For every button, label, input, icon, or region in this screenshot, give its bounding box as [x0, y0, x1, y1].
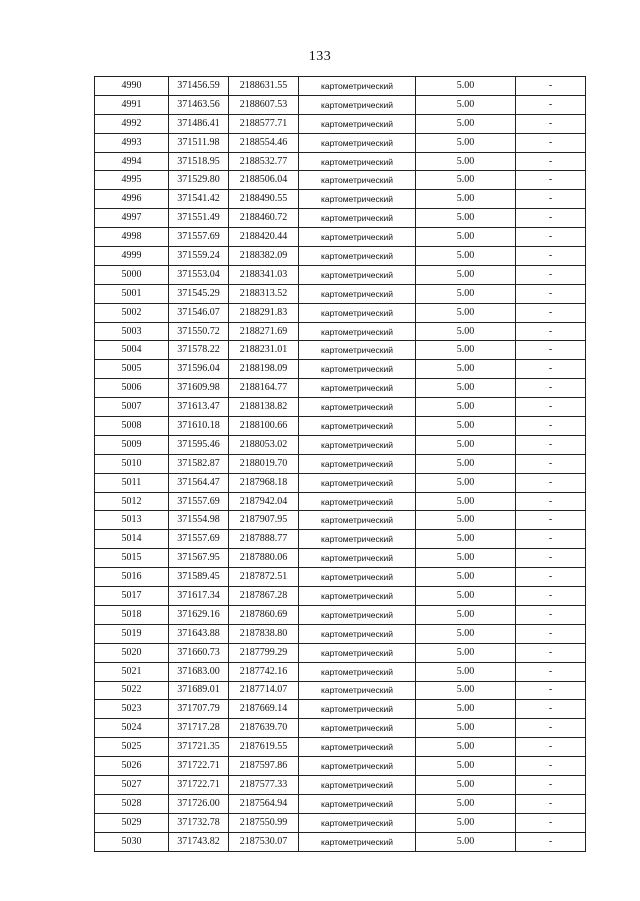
precision-cell: 5.00: [416, 95, 516, 114]
x-coordinate-cell: 371557.69: [169, 228, 229, 247]
x-coordinate-cell: 371545.29: [169, 284, 229, 303]
precision-cell: 5.00: [416, 379, 516, 398]
precision-cell: 5.00: [416, 530, 516, 549]
point-number-cell: 5018: [95, 605, 169, 624]
y-coordinate-cell: 2188382.09: [229, 247, 299, 266]
x-coordinate-cell: 371743.82: [169, 832, 229, 851]
y-coordinate-cell: 2188019.70: [229, 454, 299, 473]
method-cell: картометрический: [299, 549, 416, 568]
x-coordinate-cell: 371726.00: [169, 794, 229, 813]
precision-cell: 5.00: [416, 209, 516, 228]
dash-cell: -: [516, 417, 586, 436]
method-cell: картометрический: [299, 662, 416, 681]
method-cell: картометрический: [299, 624, 416, 643]
method-cell: картометрический: [299, 775, 416, 794]
y-coordinate-cell: 2188631.55: [229, 77, 299, 96]
point-number-cell: 4999: [95, 247, 169, 266]
method-cell: картометрический: [299, 832, 416, 851]
dash-cell: -: [516, 247, 586, 266]
y-coordinate-cell: 2188313.52: [229, 284, 299, 303]
dash-cell: -: [516, 133, 586, 152]
dash-cell: -: [516, 190, 586, 209]
point-number-cell: 5024: [95, 719, 169, 738]
method-cell: картометрический: [299, 813, 416, 832]
x-coordinate-cell: 371595.46: [169, 435, 229, 454]
precision-cell: 5.00: [416, 114, 516, 133]
point-number-cell: 5002: [95, 303, 169, 322]
point-number-cell: 4992: [95, 114, 169, 133]
precision-cell: 5.00: [416, 473, 516, 492]
precision-cell: 5.00: [416, 738, 516, 757]
x-coordinate-cell: 371613.47: [169, 398, 229, 417]
point-number-cell: 5005: [95, 360, 169, 379]
y-coordinate-cell: 2188164.77: [229, 379, 299, 398]
precision-cell: 5.00: [416, 341, 516, 360]
point-number-cell: 5025: [95, 738, 169, 757]
precision-cell: 5.00: [416, 757, 516, 776]
x-coordinate-cell: 371529.80: [169, 171, 229, 190]
dash-cell: -: [516, 624, 586, 643]
x-coordinate-cell: 371629.16: [169, 605, 229, 624]
dash-cell: -: [516, 95, 586, 114]
point-number-cell: 5021: [95, 662, 169, 681]
dash-cell: -: [516, 605, 586, 624]
dash-cell: -: [516, 473, 586, 492]
precision-cell: 5.00: [416, 794, 516, 813]
y-coordinate-cell: 2187907.95: [229, 511, 299, 530]
method-cell: картометрический: [299, 435, 416, 454]
point-number-cell: 5012: [95, 492, 169, 511]
dash-cell: -: [516, 511, 586, 530]
precision-cell: 5.00: [416, 360, 516, 379]
dash-cell: -: [516, 738, 586, 757]
method-cell: картометрический: [299, 757, 416, 776]
point-number-cell: 5000: [95, 265, 169, 284]
precision-cell: 5.00: [416, 247, 516, 266]
x-coordinate-cell: 371610.18: [169, 417, 229, 436]
x-coordinate-cell: 371518.95: [169, 152, 229, 171]
table-row: [95, 77, 586, 96]
table-row: [95, 228, 586, 247]
method-cell: картометрический: [299, 133, 416, 152]
coordinates-table-body: [95, 77, 586, 852]
point-number-cell: 5017: [95, 587, 169, 606]
dash-cell: -: [516, 435, 586, 454]
x-coordinate-cell: 371732.78: [169, 813, 229, 832]
table-row: [95, 114, 586, 133]
x-coordinate-cell: 371707.79: [169, 700, 229, 719]
method-cell: картометрический: [299, 738, 416, 757]
point-number-cell: 5023: [95, 700, 169, 719]
dash-cell: -: [516, 114, 586, 133]
x-coordinate-cell: 371557.69: [169, 492, 229, 511]
method-cell: картометрический: [299, 152, 416, 171]
x-coordinate-cell: 371596.04: [169, 360, 229, 379]
table-row: [95, 587, 586, 606]
y-coordinate-cell: 2188271.69: [229, 322, 299, 341]
y-coordinate-cell: 2187669.14: [229, 700, 299, 719]
x-coordinate-cell: 371559.24: [169, 247, 229, 266]
method-cell: картометрический: [299, 454, 416, 473]
y-coordinate-cell: 2187888.77: [229, 530, 299, 549]
precision-cell: 5.00: [416, 133, 516, 152]
table-row: [95, 360, 586, 379]
point-number-cell: 5010: [95, 454, 169, 473]
x-coordinate-cell: 371609.98: [169, 379, 229, 398]
dash-cell: -: [516, 832, 586, 851]
table-row: [95, 624, 586, 643]
precision-cell: 5.00: [416, 322, 516, 341]
precision-cell: 5.00: [416, 171, 516, 190]
dash-cell: -: [516, 228, 586, 247]
precision-cell: 5.00: [416, 265, 516, 284]
point-number-cell: 4993: [95, 133, 169, 152]
precision-cell: 5.00: [416, 190, 516, 209]
precision-cell: 5.00: [416, 77, 516, 96]
y-coordinate-cell: 2188490.55: [229, 190, 299, 209]
precision-cell: 5.00: [416, 624, 516, 643]
y-coordinate-cell: 2187714.07: [229, 681, 299, 700]
x-coordinate-cell: 371541.42: [169, 190, 229, 209]
x-coordinate-cell: 371554.98: [169, 511, 229, 530]
y-coordinate-cell: 2188577.71: [229, 114, 299, 133]
dash-cell: -: [516, 454, 586, 473]
point-number-cell: 5008: [95, 417, 169, 436]
x-coordinate-cell: 371717.28: [169, 719, 229, 738]
dash-cell: -: [516, 643, 586, 662]
table-row: [95, 454, 586, 473]
point-number-cell: 5027: [95, 775, 169, 794]
table-row: [95, 284, 586, 303]
point-number-cell: 4996: [95, 190, 169, 209]
dash-cell: -: [516, 568, 586, 587]
method-cell: картометрический: [299, 171, 416, 190]
point-number-cell: 5013: [95, 511, 169, 530]
method-cell: картометрический: [299, 700, 416, 719]
dash-cell: -: [516, 398, 586, 417]
y-coordinate-cell: 2188420.44: [229, 228, 299, 247]
method-cell: картометрический: [299, 228, 416, 247]
x-coordinate-cell: 371463.56: [169, 95, 229, 114]
dash-cell: -: [516, 587, 586, 606]
table-row: [95, 738, 586, 757]
table-row: [95, 700, 586, 719]
table-row: [95, 265, 586, 284]
point-number-cell: 5003: [95, 322, 169, 341]
method-cell: картометрический: [299, 511, 416, 530]
method-cell: картометрический: [299, 605, 416, 624]
method-cell: картометрический: [299, 379, 416, 398]
table-row: [95, 435, 586, 454]
x-coordinate-cell: 371643.88: [169, 624, 229, 643]
precision-cell: 5.00: [416, 832, 516, 851]
method-cell: картометрический: [299, 341, 416, 360]
method-cell: картометрический: [299, 681, 416, 700]
y-coordinate-cell: 2188231.01: [229, 341, 299, 360]
dash-cell: -: [516, 530, 586, 549]
point-number-cell: 5009: [95, 435, 169, 454]
x-coordinate-cell: 371578.22: [169, 341, 229, 360]
x-coordinate-cell: 371721.35: [169, 738, 229, 757]
dash-cell: -: [516, 757, 586, 776]
table-row: [95, 775, 586, 794]
method-cell: картометрический: [299, 284, 416, 303]
precision-cell: 5.00: [416, 643, 516, 662]
point-number-cell: 5022: [95, 681, 169, 700]
table-row: [95, 303, 586, 322]
precision-cell: 5.00: [416, 303, 516, 322]
table-row: [95, 341, 586, 360]
point-number-cell: 5001: [95, 284, 169, 303]
dash-cell: -: [516, 322, 586, 341]
dash-cell: -: [516, 360, 586, 379]
x-coordinate-cell: 371557.69: [169, 530, 229, 549]
method-cell: картометрический: [299, 794, 416, 813]
coordinates-table: [94, 76, 586, 852]
y-coordinate-cell: 2187597.86: [229, 757, 299, 776]
precision-cell: 5.00: [416, 454, 516, 473]
method-cell: картометрический: [299, 417, 416, 436]
y-coordinate-cell: 2187799.29: [229, 643, 299, 662]
table-row: [95, 549, 586, 568]
table-row: [95, 530, 586, 549]
precision-cell: 5.00: [416, 587, 516, 606]
point-number-cell: 5029: [95, 813, 169, 832]
table-row: [95, 568, 586, 587]
table-row: [95, 813, 586, 832]
precision-cell: 5.00: [416, 435, 516, 454]
method-cell: картометрический: [299, 114, 416, 133]
dash-cell: -: [516, 284, 586, 303]
dash-cell: -: [516, 152, 586, 171]
precision-cell: 5.00: [416, 492, 516, 511]
point-number-cell: 5014: [95, 530, 169, 549]
y-coordinate-cell: 2187564.94: [229, 794, 299, 813]
table-row: [95, 473, 586, 492]
precision-cell: 5.00: [416, 152, 516, 171]
method-cell: картометрический: [299, 209, 416, 228]
precision-cell: 5.00: [416, 775, 516, 794]
y-coordinate-cell: 2187577.33: [229, 775, 299, 794]
method-cell: картометрический: [299, 398, 416, 417]
point-number-cell: 5028: [95, 794, 169, 813]
table-row: [95, 681, 586, 700]
method-cell: картометрический: [299, 247, 416, 266]
y-coordinate-cell: 2188607.53: [229, 95, 299, 114]
point-number-cell: 5015: [95, 549, 169, 568]
y-coordinate-cell: 2187968.18: [229, 473, 299, 492]
precision-cell: 5.00: [416, 813, 516, 832]
x-coordinate-cell: 371553.04: [169, 265, 229, 284]
point-number-cell: 4991: [95, 95, 169, 114]
point-number-cell: 5006: [95, 379, 169, 398]
dash-cell: -: [516, 681, 586, 700]
point-number-cell: 5004: [95, 341, 169, 360]
table-row: [95, 322, 586, 341]
point-number-cell: 5007: [95, 398, 169, 417]
dash-cell: -: [516, 341, 586, 360]
method-cell: картометрический: [299, 643, 416, 662]
dash-cell: -: [516, 719, 586, 738]
y-coordinate-cell: 2187942.04: [229, 492, 299, 511]
method-cell: картометрический: [299, 360, 416, 379]
dash-cell: -: [516, 492, 586, 511]
point-number-cell: 4995: [95, 171, 169, 190]
table-row: [95, 171, 586, 190]
method-cell: картометрический: [299, 568, 416, 587]
x-coordinate-cell: 371589.45: [169, 568, 229, 587]
y-coordinate-cell: 2188341.03: [229, 265, 299, 284]
x-coordinate-cell: 371689.01: [169, 681, 229, 700]
point-number-cell: 4994: [95, 152, 169, 171]
y-coordinate-cell: 2188554.46: [229, 133, 299, 152]
precision-cell: 5.00: [416, 398, 516, 417]
table-row: [95, 417, 586, 436]
x-coordinate-cell: 371582.87: [169, 454, 229, 473]
method-cell: картометрический: [299, 473, 416, 492]
dash-cell: -: [516, 794, 586, 813]
dash-cell: -: [516, 77, 586, 96]
precision-cell: 5.00: [416, 605, 516, 624]
dash-cell: -: [516, 700, 586, 719]
method-cell: картометрический: [299, 77, 416, 96]
method-cell: картометрический: [299, 492, 416, 511]
x-coordinate-cell: 371567.95: [169, 549, 229, 568]
table-row: [95, 794, 586, 813]
y-coordinate-cell: 2187742.16: [229, 662, 299, 681]
table-row: [95, 190, 586, 209]
point-number-cell: 4990: [95, 77, 169, 96]
table-row: [95, 247, 586, 266]
y-coordinate-cell: 2187860.69: [229, 605, 299, 624]
point-number-cell: 4998: [95, 228, 169, 247]
dash-cell: -: [516, 303, 586, 322]
method-cell: картометрический: [299, 265, 416, 284]
y-coordinate-cell: 2188506.04: [229, 171, 299, 190]
method-cell: картометрический: [299, 719, 416, 738]
precision-cell: 5.00: [416, 681, 516, 700]
y-coordinate-cell: 2187639.70: [229, 719, 299, 738]
point-number-cell: 5020: [95, 643, 169, 662]
table-row: [95, 95, 586, 114]
precision-cell: 5.00: [416, 700, 516, 719]
precision-cell: 5.00: [416, 549, 516, 568]
y-coordinate-cell: 2187550.99: [229, 813, 299, 832]
point-number-cell: 4997: [95, 209, 169, 228]
table-row: [95, 605, 586, 624]
x-coordinate-cell: 371511.98: [169, 133, 229, 152]
y-coordinate-cell: 2187619.55: [229, 738, 299, 757]
y-coordinate-cell: 2187880.06: [229, 549, 299, 568]
y-coordinate-cell: 2187838.80: [229, 624, 299, 643]
table-row: [95, 492, 586, 511]
y-coordinate-cell: 2188138.82: [229, 398, 299, 417]
x-coordinate-cell: 371551.49: [169, 209, 229, 228]
method-cell: картометрический: [299, 95, 416, 114]
y-coordinate-cell: 2188100.66: [229, 417, 299, 436]
dash-cell: -: [516, 379, 586, 398]
method-cell: картометрический: [299, 303, 416, 322]
table-row: [95, 662, 586, 681]
table-row: [95, 379, 586, 398]
point-number-cell: 5026: [95, 757, 169, 776]
x-coordinate-cell: 371456.59: [169, 77, 229, 96]
dash-cell: -: [516, 171, 586, 190]
x-coordinate-cell: 371564.47: [169, 473, 229, 492]
point-number-cell: 5016: [95, 568, 169, 587]
y-coordinate-cell: 2187872.51: [229, 568, 299, 587]
table-row: [95, 832, 586, 851]
x-coordinate-cell: 371546.07: [169, 303, 229, 322]
method-cell: картометрический: [299, 190, 416, 209]
table-row: [95, 152, 586, 171]
dash-cell: -: [516, 549, 586, 568]
precision-cell: 5.00: [416, 662, 516, 681]
x-coordinate-cell: 371550.72: [169, 322, 229, 341]
precision-cell: 5.00: [416, 417, 516, 436]
precision-cell: 5.00: [416, 568, 516, 587]
x-coordinate-cell: 371617.34: [169, 587, 229, 606]
table-row: [95, 719, 586, 738]
dash-cell: -: [516, 265, 586, 284]
dash-cell: -: [516, 662, 586, 681]
table-row: [95, 398, 586, 417]
y-coordinate-cell: 2187530.07: [229, 832, 299, 851]
point-number-cell: 5011: [95, 473, 169, 492]
table-row: [95, 209, 586, 228]
x-coordinate-cell: 371660.73: [169, 643, 229, 662]
method-cell: картометрический: [299, 530, 416, 549]
y-coordinate-cell: 2188532.77: [229, 152, 299, 171]
y-coordinate-cell: 2187867.28: [229, 587, 299, 606]
point-number-cell: 5019: [95, 624, 169, 643]
y-coordinate-cell: 2188198.09: [229, 360, 299, 379]
y-coordinate-cell: 2188291.83: [229, 303, 299, 322]
dash-cell: -: [516, 813, 586, 832]
y-coordinate-cell: 2188460.72: [229, 209, 299, 228]
method-cell: картометрический: [299, 322, 416, 341]
dash-cell: -: [516, 775, 586, 794]
page-number: 133: [308, 49, 332, 64]
method-cell: картометрический: [299, 587, 416, 606]
x-coordinate-cell: 371722.71: [169, 757, 229, 776]
precision-cell: 5.00: [416, 511, 516, 530]
precision-cell: 5.00: [416, 719, 516, 738]
x-coordinate-cell: 371683.00: [169, 662, 229, 681]
y-coordinate-cell: 2188053.02: [229, 435, 299, 454]
table-row: [95, 643, 586, 662]
precision-cell: 5.00: [416, 284, 516, 303]
dash-cell: -: [516, 209, 586, 228]
precision-cell: 5.00: [416, 228, 516, 247]
x-coordinate-cell: 371722.71: [169, 775, 229, 794]
x-coordinate-cell: 371486.41: [169, 114, 229, 133]
point-number-cell: 5030: [95, 832, 169, 851]
table-row: [95, 511, 586, 530]
table-row: [95, 757, 586, 776]
table-row: [95, 133, 586, 152]
